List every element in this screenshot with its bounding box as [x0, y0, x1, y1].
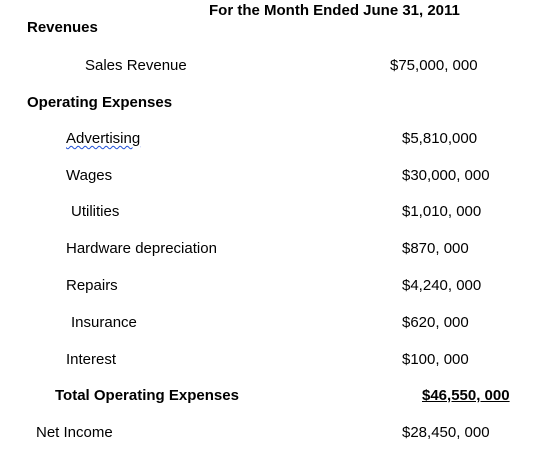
insurance-amount: $620, 000 [402, 314, 469, 331]
revenues-heading: Revenues [27, 19, 98, 36]
utilities-label: Utilities [71, 203, 120, 220]
repairs-label: Repairs [66, 277, 118, 294]
utilities-amount: $1,010, 000 [402, 203, 482, 220]
sales-revenue-label: Sales Revenue [85, 57, 187, 74]
wages-label: Wages [66, 167, 113, 184]
operating-expenses-heading: Operating Expenses [27, 94, 173, 111]
advertising-amount: $5,810,000 [402, 130, 478, 147]
interest-label: Interest [66, 351, 117, 368]
sales-revenue-amount: $75,000, 000 [390, 57, 478, 74]
hardware-depreciation-amount: $870, 000 [402, 240, 469, 257]
advertising-label: Advertising [66, 130, 141, 147]
total-operating-expenses-label: Total Operating Expenses [55, 387, 239, 404]
insurance-label: Insurance [71, 314, 137, 331]
interest-amount: $100, 000 [402, 351, 469, 368]
statement-period-title: For the Month Ended June 31, 2011 [209, 2, 460, 19]
total-operating-expenses-amount: $46,550, 000 [422, 387, 510, 404]
wages-amount: $30,000, 000 [402, 167, 490, 184]
net-income-amount: $28,450, 000 [402, 424, 490, 441]
repairs-amount: $4,240, 000 [402, 277, 482, 294]
net-income-label: Net Income [36, 424, 113, 441]
hardware-depreciation-label: Hardware depreciation [66, 240, 217, 257]
